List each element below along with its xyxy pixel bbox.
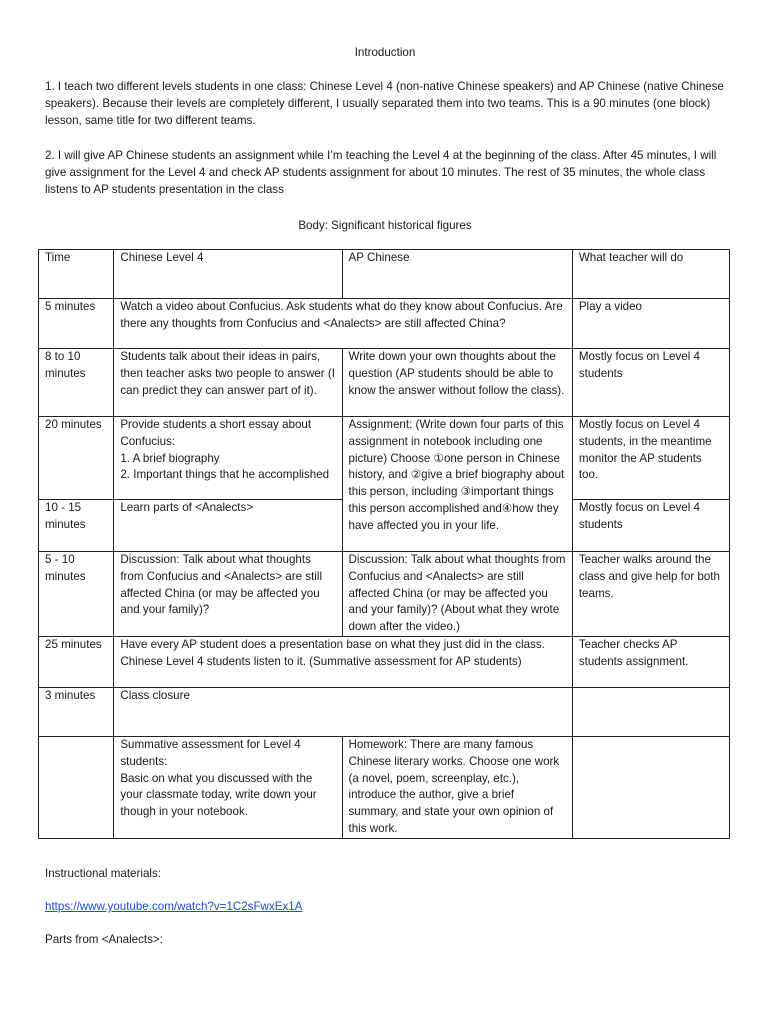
header-teacher: What teacher will do [572,250,729,299]
row4-time: 10 - 15 minutes [39,500,114,552]
row8-ap-homework: Homework: There are many famous Chinese literary works. Choose one work (a novel, poem, screenplay, etc.), introduce the author, give a brief summary, and state your own opinion of this work. [342,736,572,838]
table-row [39,299,730,349]
header-ap: AP Chinese [342,250,572,299]
analects-parts-label: Parts from <Analects>: [45,933,163,946]
row3-level4-item1: 1. A brief biography [120,451,220,465]
row8-level4-body: Basic on what you discussed with the your classmate today, write down your though in your notebook. [120,771,317,819]
row6-shared-activity: Have every AP student does a presentation base on what they just did in the class. Chinese Level 4 students listen to it. (Summative assessment for AP students) [114,636,573,687]
row4-level4: Learn parts of <Analects> [114,500,342,552]
row7-teacher [572,687,729,736]
row5-ap: Discussion: Talk about what thoughts from Confucius and <Analects> are still affected China (or may be affected you and your family)? (About what they wrote down after the video.) [342,552,572,637]
table-row [39,417,730,500]
row5-level4: Discussion: Talk about what thoughts from Confucius and <Analects> are still affected China (or may be affected you and your family)? [114,552,342,637]
row6-time: 25 minutes [39,636,114,687]
table-row [39,687,730,736]
row1-shared-activity: Watch a video about Confucius. Ask students what do they know about Confucius. Are there any thoughts from Confucius and <Analects> are still affected China? [114,299,573,349]
row3-level4-intro: Provide students a short essay about Confucius: [120,418,312,448]
row3-level4-item2: 2. Important things that he accomplished [120,468,330,482]
row5-teacher: Teacher walks around the class and give help for both teams. [572,552,729,637]
row6-teacher: Teacher checks AP students assignment. [572,636,729,687]
row8-level4-intro: Summative assessment for Level 4 students: [120,737,301,768]
instructional-materials-label: Instructional materials: [45,867,161,880]
table-row [39,552,730,637]
row1-teacher: Play a video [572,299,729,349]
intro-paragraph-1: 1. I teach two different levels students in one class: Chinese Level 4 (non-native Chinese speakers) and AP Chinese (native Chinese speakers). Because their levels are completely different, I usually separated them into two teams. This is a 90 minutes (one block) lesson, same title for two different teams. [45,80,724,127]
intro-paragraph-2: 2. I will give AP Chinese students an assignment while I’m teaching the Level 4 at the beginning of the class. After 45 minutes, I will give assignment for the Level 4 and check AP students assignment for about 10 minutes. The rest of 35 minutes, the whole class listens to AP students presentation in the class [45,149,717,196]
table-row [39,349,730,417]
row2-ap: Write down your own thoughts about the question (AP students should be able to know the answer without follow the class). [342,349,572,417]
lesson-plan-table [38,249,730,839]
row8-teacher [572,736,729,838]
row2-time: 8 to 10 minutes [39,349,114,417]
row3-ap-assignment: Assignment: (Write down four parts of this assignment in notebook including one picture) Choose ①one person in Chinese history, and ②give a brief biography about this person, including ③important things this person accomplished and④how they have affected you in your life. [342,417,572,552]
row7-time: 3 minutes [39,687,114,736]
row8-level4 [114,736,342,838]
row3-time: 20 minutes [39,417,114,500]
table-row [39,736,730,838]
row1-time: 5 minutes [39,299,114,349]
row5-time: 5 - 10 minutes [39,552,114,637]
youtube-video-link[interactable]: https://www.youtube.com/watch?v=1C2sFwxEx1A [45,900,303,913]
header-level4: Chinese Level 4 [114,250,342,299]
header-time: Time [39,250,114,299]
table-row [39,636,730,687]
row2-level4: Students talk about their ideas in pairs, then teacher asks two people to answer (I can predict they can answer part of it). [114,349,342,417]
row3-teacher: Mostly focus on Level 4 students, in the meantime monitor the AP students too. [572,417,729,500]
row4-teacher: Mostly focus on Level 4 students [572,500,729,552]
row7-shared-activity: Class closure [114,687,573,736]
doc-title: Introduction [354,46,416,59]
body-subtitle: Body: Significant historical figures [298,219,472,232]
row2-teacher: Mostly focus on Level 4 students [572,349,729,417]
table-header-row [39,250,730,299]
row8-time [39,736,114,838]
row3-level4 [114,417,342,500]
